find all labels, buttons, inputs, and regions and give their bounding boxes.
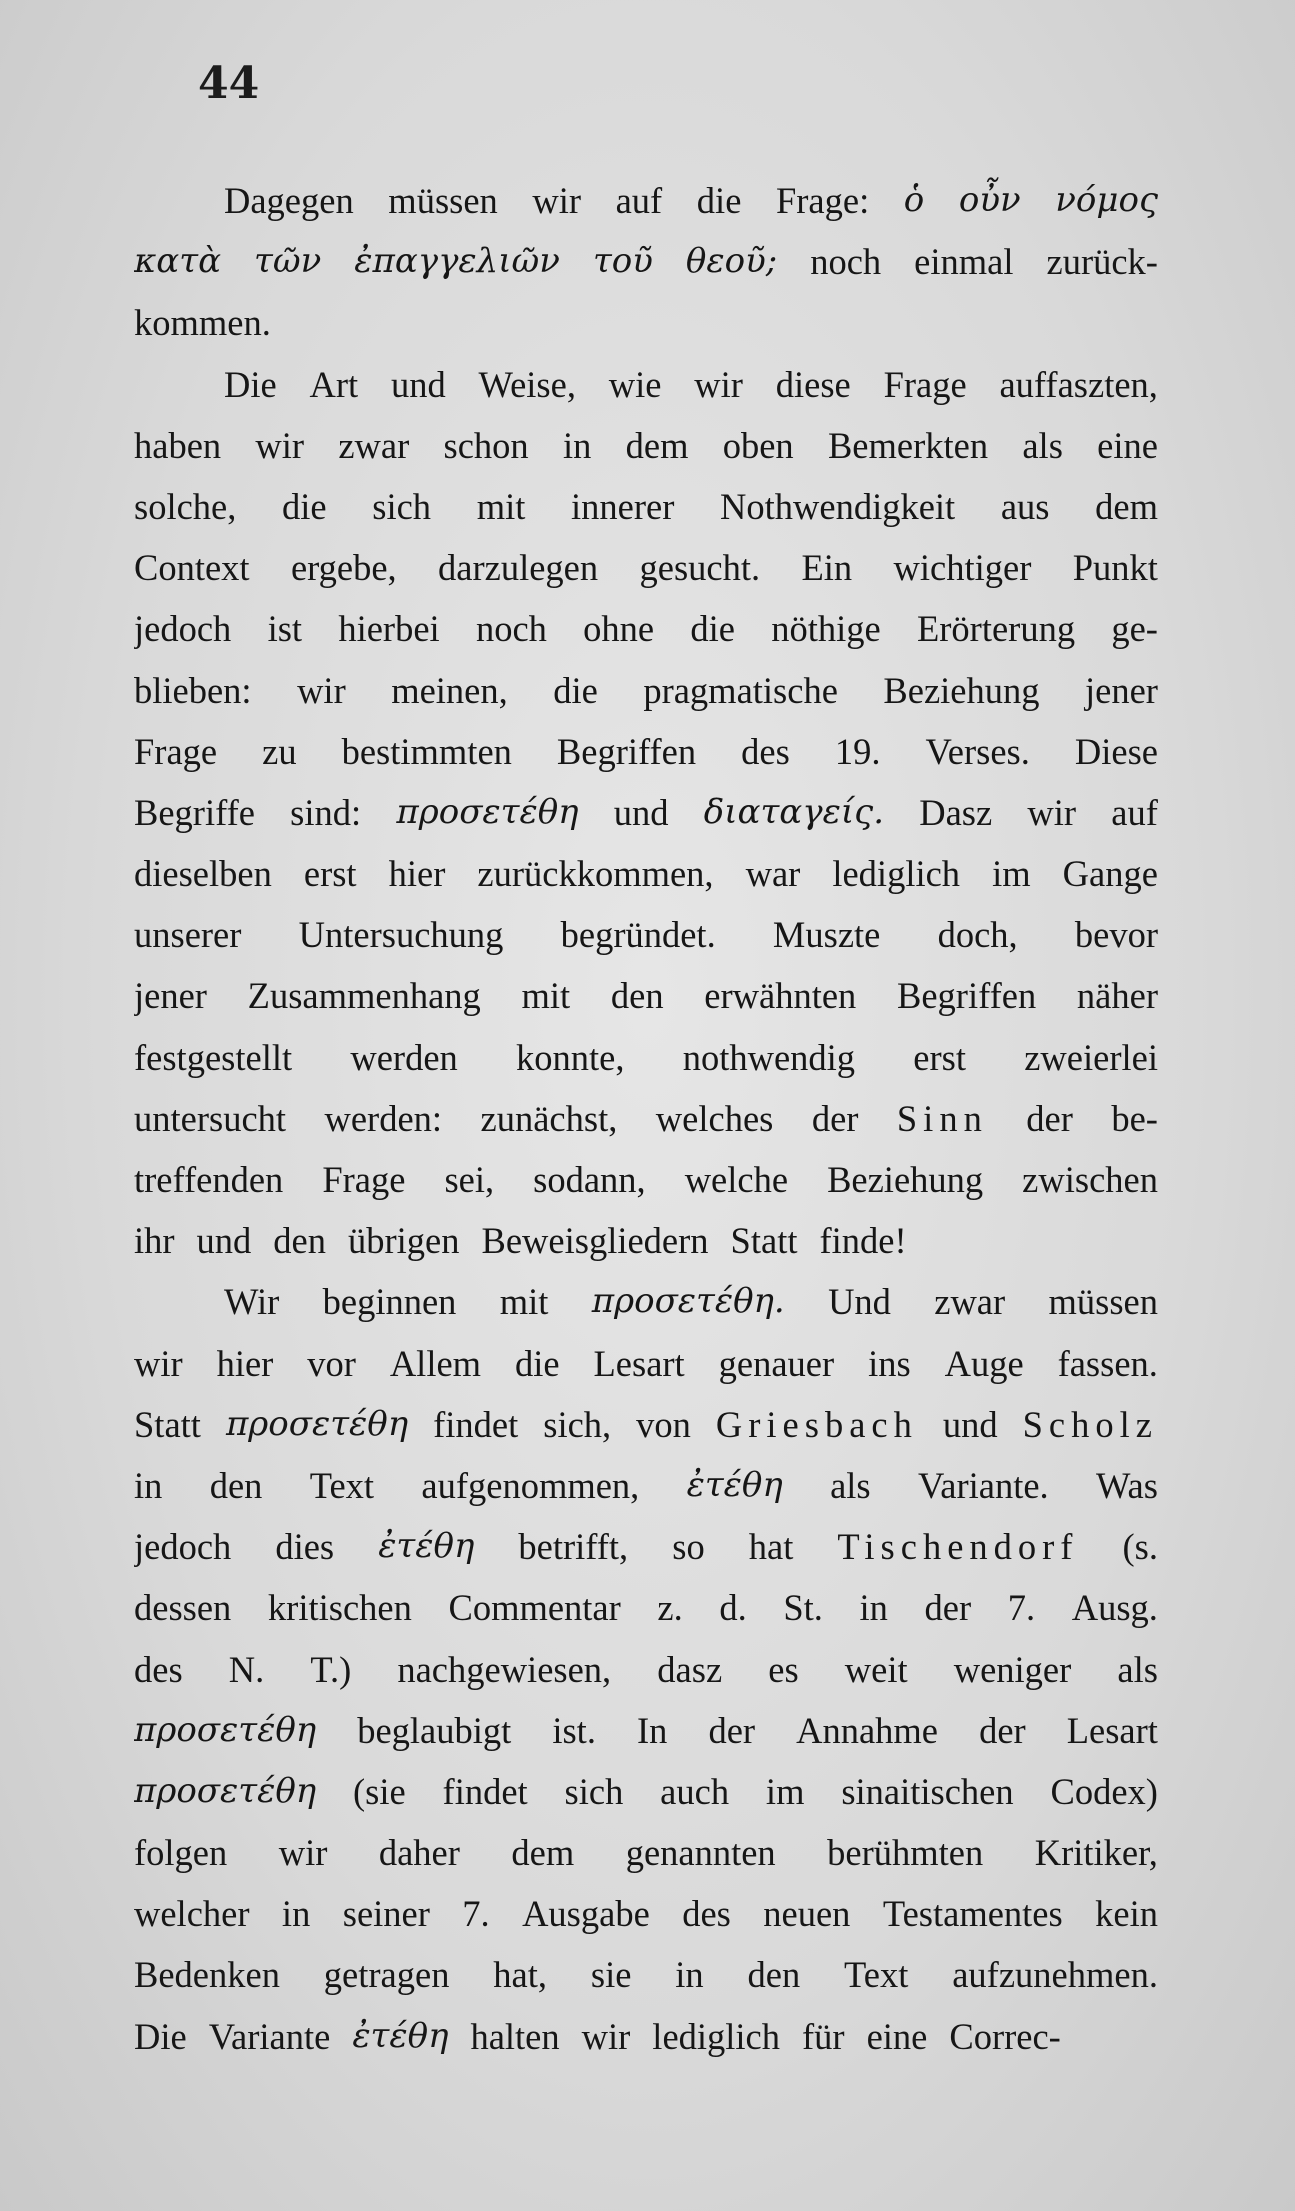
- word: dem: [1095, 485, 1158, 527]
- word: wie: [608, 363, 662, 405]
- word: zu: [262, 730, 297, 772]
- word: zweierlei: [1024, 1036, 1158, 1078]
- word: den: [209, 1464, 263, 1506]
- word: es: [768, 1648, 799, 1690]
- word: welcher: [134, 1893, 250, 1935]
- word: Beziehung: [883, 669, 1040, 711]
- word: des: [741, 730, 790, 772]
- word: meinen,: [391, 669, 508, 711]
- word: Text: [844, 1954, 909, 1996]
- word: pragmatische: [643, 669, 838, 711]
- word: auf: [1111, 791, 1158, 833]
- word: Tischendorf: [837, 1526, 1079, 1568]
- word: wir: [297, 669, 346, 711]
- word: diese: [775, 363, 851, 405]
- word: kritischen: [267, 1587, 412, 1629]
- word: des: [134, 1648, 183, 1690]
- word: wir: [1027, 791, 1077, 833]
- word: Zusammenhang: [247, 975, 481, 1017]
- word: ihr: [134, 1220, 175, 1262]
- text-line: [134, 598, 1158, 659]
- word: auch: [660, 1770, 730, 1812]
- word: Verses.: [925, 730, 1030, 772]
- word: (s.: [1122, 1526, 1158, 1568]
- word: Frage:: [775, 180, 870, 221]
- word: wir: [532, 180, 582, 221]
- word: Gange: [1062, 853, 1158, 895]
- word: Lesart: [593, 1342, 685, 1384]
- word: halten: [470, 2015, 560, 2057]
- word: als: [1022, 424, 1063, 466]
- word: Erörterung: [916, 608, 1076, 650]
- word: und: [196, 1220, 252, 1262]
- word: Dasz: [919, 791, 993, 833]
- text-line: [134, 1761, 1158, 1822]
- text-line: [134, 1333, 1158, 1394]
- text-line: [134, 2006, 1158, 2067]
- word: festgestellt: [134, 1036, 293, 1078]
- word: sinaitischen: [841, 1770, 1014, 1812]
- word: die: [553, 669, 598, 711]
- word: d.: [719, 1587, 747, 1629]
- word: Variante: [208, 2015, 331, 2057]
- word: Scholz: [1022, 1403, 1158, 1445]
- text-line: [134, 1027, 1158, 1088]
- word: Testamentes: [882, 1893, 1063, 1935]
- word: welche: [684, 1159, 789, 1200]
- word: den: [610, 975, 664, 1017]
- word: Wir: [224, 1281, 280, 1323]
- word: noch: [810, 241, 882, 283]
- word: findet: [442, 1770, 528, 1812]
- word: bestimmten: [341, 730, 512, 772]
- word: oben: [722, 424, 794, 466]
- word: des: [682, 1893, 731, 1935]
- word: Allem: [389, 1342, 482, 1384]
- word: Dagegen: [224, 180, 354, 221]
- word: die: [690, 608, 735, 650]
- greek-word: κατὰ: [134, 241, 222, 282]
- word: Bedenken: [134, 1954, 280, 1996]
- word: z.: [657, 1587, 683, 1629]
- word: bevor: [1074, 914, 1158, 956]
- word: folgen: [134, 1832, 228, 1874]
- word: Bemerkten: [827, 424, 989, 466]
- word: unserer: [134, 914, 242, 956]
- word: Statt: [134, 1403, 201, 1445]
- word: Ein: [801, 547, 853, 589]
- text-line: [134, 1455, 1158, 1516]
- word: schon: [443, 424, 529, 466]
- word: als: [1117, 1648, 1158, 1690]
- word: 7.: [1007, 1587, 1036, 1629]
- word: im: [765, 1770, 805, 1812]
- word: sich: [372, 485, 432, 527]
- word: finde!: [819, 1220, 907, 1262]
- text-line: [134, 1883, 1158, 1944]
- word: beglaubigt: [357, 1709, 512, 1751]
- word: erst: [303, 853, 357, 895]
- greek-word: προσετέθη.: [591, 1281, 785, 1322]
- text-line: [134, 1149, 1158, 1210]
- word: wir: [278, 1832, 328, 1874]
- word: Statt: [730, 1220, 798, 1262]
- word: sind:: [290, 791, 362, 833]
- word: sei,: [444, 1159, 495, 1200]
- word: Was: [1095, 1464, 1158, 1506]
- greek-word: προσετέθη: [134, 1770, 317, 1811]
- word: (sie: [353, 1770, 406, 1812]
- word: müssen: [1048, 1281, 1158, 1323]
- word: berühmten: [827, 1832, 984, 1874]
- word: der: [811, 1097, 859, 1139]
- text-line: [134, 1516, 1158, 1577]
- text-line: [134, 415, 1158, 476]
- word: im: [992, 853, 1031, 895]
- word: lediglich: [832, 853, 961, 895]
- text-line: [134, 1271, 1158, 1332]
- word: solche,: [134, 485, 237, 527]
- word: und: [942, 1403, 998, 1445]
- word: dasz: [657, 1648, 723, 1690]
- greek-word: τῶν: [254, 241, 322, 282]
- word: auffaszten,: [999, 363, 1158, 405]
- word: Die: [224, 363, 277, 405]
- word: zwar: [338, 424, 410, 466]
- word: genannten: [625, 1832, 776, 1874]
- text-line: [134, 843, 1158, 904]
- word: Begriffen: [556, 730, 697, 772]
- word: Auge: [944, 1342, 1024, 1384]
- word: wir: [581, 2015, 631, 2057]
- word: ohne: [583, 608, 655, 650]
- word: Frage: [883, 363, 967, 405]
- text-line: [134, 292, 1158, 353]
- word: kommen.: [134, 302, 271, 344]
- word: daher: [378, 1832, 460, 1874]
- word: die: [282, 485, 327, 527]
- word: den: [747, 1954, 801, 1996]
- word: kein: [1095, 1893, 1158, 1935]
- word: nöthige: [771, 608, 881, 650]
- word: ge-: [1111, 608, 1158, 650]
- text-line: [134, 1944, 1158, 2005]
- page-number: 44: [198, 58, 260, 109]
- word: dessen: [134, 1587, 232, 1629]
- text-line: [134, 1210, 1158, 1271]
- text-line: [134, 1700, 1158, 1761]
- text-line: [134, 904, 1158, 965]
- word: eine: [866, 2015, 928, 2057]
- word: mit: [499, 1281, 549, 1323]
- word: innerer: [571, 485, 675, 527]
- greek-word: ἐτέθη: [352, 2015, 449, 2056]
- word: blieben:: [134, 669, 252, 711]
- greek-word: προσετέθη: [225, 1403, 409, 1444]
- greek-word: προσετέθη: [134, 1709, 317, 1750]
- word: werden:: [324, 1097, 443, 1139]
- word: begründet.: [560, 914, 716, 956]
- word: in: [562, 424, 592, 466]
- word: Annahme: [796, 1709, 939, 1751]
- word: Kritiker,: [1034, 1832, 1158, 1874]
- word: die: [514, 1342, 560, 1384]
- word: erwähnten: [704, 975, 857, 1017]
- word: In: [637, 1709, 668, 1751]
- word: Text: [309, 1464, 375, 1506]
- word: in: [281, 1893, 311, 1935]
- greek-word: τοῦ: [592, 241, 653, 282]
- word: zunächst,: [480, 1097, 618, 1139]
- word: seiner: [342, 1893, 430, 1935]
- word: hierbei: [338, 608, 440, 650]
- word: Frage: [134, 730, 218, 772]
- word: findet: [433, 1403, 519, 1445]
- word: betrifft,: [518, 1526, 629, 1568]
- word: als: [830, 1464, 871, 1506]
- word: gesucht.: [639, 547, 761, 589]
- text-line: [134, 965, 1158, 1026]
- word: hat,: [493, 1954, 548, 1996]
- word: sich: [564, 1770, 624, 1812]
- word: Codex): [1050, 1770, 1158, 1812]
- greek-word: διαταγείς.: [703, 791, 885, 832]
- word: Begriffen: [897, 975, 1037, 1017]
- word: die: [696, 180, 742, 221]
- word: mit: [521, 975, 571, 1017]
- word: getragen: [323, 1954, 450, 1996]
- word: eine: [1097, 424, 1158, 466]
- word: Ausgabe: [522, 1893, 650, 1935]
- word: müssen: [388, 180, 498, 221]
- word: treffenden: [134, 1159, 284, 1200]
- word: so: [672, 1526, 705, 1568]
- word: dem: [511, 1832, 575, 1874]
- word: Variante.: [917, 1464, 1049, 1506]
- word: und: [613, 791, 669, 833]
- word: Sinn: [896, 1097, 988, 1139]
- word: für: [802, 2015, 845, 2057]
- word: Weise,: [478, 363, 576, 405]
- word: sodann,: [533, 1159, 646, 1200]
- word: dies: [275, 1526, 335, 1568]
- text-line: [134, 721, 1158, 782]
- word: T.): [310, 1648, 352, 1690]
- word: doch,: [937, 914, 1018, 956]
- word: Lesart: [1066, 1709, 1158, 1751]
- word: jener: [134, 975, 207, 1017]
- text-line: [134, 1639, 1158, 1700]
- text-line: [134, 1394, 1158, 1455]
- word: in: [134, 1464, 163, 1506]
- word: war: [745, 853, 801, 895]
- word: aufzunehmen.: [952, 1954, 1158, 1996]
- word: zurück-: [1046, 241, 1158, 283]
- word: aus: [1000, 485, 1050, 527]
- word: neuen: [763, 1893, 851, 1935]
- word: erst: [913, 1036, 966, 1078]
- word: nothwendig: [682, 1036, 856, 1078]
- word: ergebe,: [290, 547, 397, 589]
- word: der: [979, 1709, 1026, 1751]
- word: 19.: [834, 730, 881, 772]
- word: ist.: [552, 1709, 596, 1751]
- word: Context: [134, 547, 250, 589]
- word: in: [675, 1954, 704, 1996]
- word: Nothwendigkeit: [720, 485, 956, 527]
- word: Die: [134, 2015, 187, 2057]
- word: noch: [475, 608, 547, 650]
- greek-word: νόμος: [1055, 180, 1158, 220]
- word: und: [390, 363, 446, 405]
- word: fassen.: [1057, 1342, 1158, 1384]
- word: von: [636, 1403, 691, 1445]
- text-line: [134, 537, 1158, 598]
- word: Untersuchung: [298, 914, 504, 956]
- word: einmal: [914, 241, 1014, 283]
- word: untersucht: [134, 1097, 287, 1139]
- text-line: [134, 660, 1158, 721]
- text-line: [134, 231, 1158, 292]
- greek-word: ἐτέθη: [686, 1464, 783, 1505]
- greek-word: ἐπαγγελιῶν: [354, 241, 560, 282]
- text-line: [134, 170, 1158, 231]
- word: zwar: [934, 1281, 1006, 1323]
- word: Griesbach: [715, 1403, 918, 1445]
- word: dem: [625, 424, 689, 466]
- greek-word: προσετέθη: [396, 791, 579, 832]
- word: hier: [388, 853, 446, 895]
- word: Art: [309, 363, 359, 405]
- word: Diese: [1074, 730, 1158, 772]
- word: ins: [868, 1342, 911, 1384]
- text-line: [134, 1822, 1158, 1883]
- word: lediglich: [652, 2015, 781, 2057]
- greek-word: ὁ: [903, 180, 925, 220]
- word: N.: [228, 1648, 265, 1690]
- word: Begriffe: [134, 791, 255, 833]
- word: weit: [844, 1648, 908, 1690]
- word: Commentar: [448, 1587, 621, 1629]
- word: haben: [134, 424, 222, 466]
- word: jedoch: [134, 608, 232, 650]
- text-line: [134, 1088, 1158, 1149]
- word: 7.: [462, 1893, 490, 1935]
- word: wir: [134, 1342, 183, 1384]
- word: aufgenommen,: [421, 1464, 640, 1506]
- word: Frage: [322, 1159, 406, 1200]
- word: Ausg.: [1071, 1587, 1158, 1629]
- word: zurückkommen,: [477, 853, 714, 895]
- word: wir: [694, 363, 743, 405]
- greek-word: ἐτέθη: [378, 1526, 475, 1567]
- word: genauer: [718, 1342, 835, 1384]
- word: hat: [748, 1526, 794, 1568]
- word: sie: [590, 1954, 632, 1996]
- word: übrigen: [348, 1220, 460, 1262]
- word: Muszte: [772, 914, 881, 956]
- word: weniger: [953, 1648, 1072, 1690]
- word: dieselben: [134, 853, 272, 895]
- word: wir: [255, 424, 305, 466]
- word: vor: [307, 1342, 356, 1384]
- word: mit: [476, 485, 526, 527]
- word: auf: [615, 180, 663, 221]
- word: St.: [783, 1587, 823, 1629]
- word: konnte,: [516, 1036, 625, 1078]
- word: in: [859, 1587, 888, 1629]
- word: der: [1026, 1097, 1073, 1139]
- word: be-: [1111, 1097, 1158, 1139]
- word: werden: [350, 1036, 458, 1078]
- word: wichtiger: [893, 547, 1032, 589]
- text-line: [134, 354, 1158, 415]
- word: hier: [216, 1342, 274, 1384]
- word: den: [273, 1220, 326, 1262]
- word: welches: [655, 1097, 774, 1139]
- word: nachgewiesen,: [397, 1648, 612, 1690]
- word: beginnen: [322, 1281, 457, 1323]
- word: Beziehung: [827, 1159, 984, 1200]
- text-line: [134, 782, 1158, 843]
- word: Und: [828, 1281, 891, 1323]
- word: darzulegen: [438, 547, 599, 589]
- word: Correc-: [949, 2015, 1061, 2057]
- text-line: [134, 476, 1158, 537]
- word: ist: [267, 608, 303, 650]
- word: zwischen: [1022, 1159, 1158, 1200]
- word: sich,: [543, 1403, 612, 1445]
- word: Beweisgliedern: [481, 1220, 709, 1262]
- word: Punkt: [1072, 547, 1158, 589]
- word: jedoch: [134, 1526, 232, 1568]
- greek-word: θεοῦ;: [685, 241, 778, 282]
- word: näher: [1076, 975, 1158, 1017]
- greek-word: οὖν: [958, 180, 1021, 220]
- text-line: [134, 1577, 1158, 1638]
- word: jener: [1084, 669, 1158, 711]
- word: der: [708, 1709, 756, 1751]
- word: der: [924, 1587, 972, 1629]
- body-text: [134, 170, 1158, 2067]
